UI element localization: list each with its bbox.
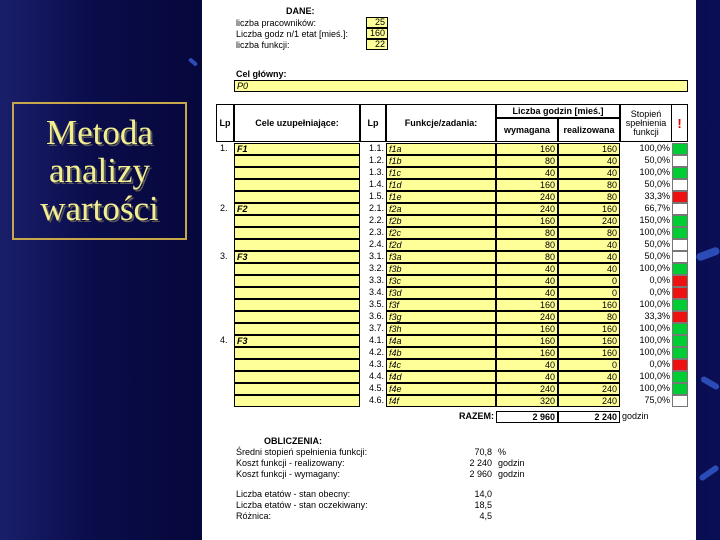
row-stopien: 50,0% — [644, 251, 670, 261]
row-lp — [218, 155, 234, 167]
row-cel-empty — [234, 155, 360, 167]
row-realizowana: 40 — [558, 263, 620, 275]
row-lp — [218, 215, 234, 227]
row-status-indicator — [672, 335, 688, 347]
row-lp2: 1.1. — [368, 143, 384, 153]
table-row — [216, 383, 688, 395]
row-realizowana: 80 — [558, 179, 620, 191]
row-lp2: 3.4. — [368, 287, 384, 297]
razem-wymagana: 2 960 — [496, 411, 558, 423]
row-lp2: 3.2. — [368, 263, 384, 273]
row-wymagana: 240 — [496, 191, 558, 203]
row-status-indicator — [672, 299, 688, 311]
row-stopien: 150,0% — [639, 215, 670, 225]
dane-label: Liczba godz n/1 etat [mieś.]: — [236, 29, 349, 39]
table-row — [216, 359, 688, 371]
row-stopien: 50,0% — [644, 179, 670, 189]
row-lp2: 4.5. — [368, 383, 384, 393]
table-row — [216, 395, 688, 407]
row-funkcja: f3b — [386, 263, 496, 275]
row-stopien: 100,0% — [639, 383, 670, 393]
row-wymagana: 40 — [496, 275, 558, 287]
obliczenia-label: Koszt funkcji - wymagany: — [236, 469, 341, 479]
dane-value: 22 — [366, 39, 388, 50]
row-status-indicator — [672, 251, 688, 263]
row-lp: 4. — [220, 335, 228, 345]
row-cel: F3 — [234, 251, 360, 263]
row-lp: 3. — [220, 251, 228, 261]
row-cel-empty — [234, 275, 360, 287]
table-row — [216, 215, 688, 227]
row-stopien: 0,0% — [649, 275, 670, 285]
row-status-indicator — [672, 323, 688, 335]
row-lp: 2. — [220, 203, 228, 213]
row-lp2: 1.4. — [368, 179, 384, 189]
row-stopien: 100,0% — [639, 335, 670, 345]
row-cel-empty — [234, 167, 360, 179]
row-wymagana: 240 — [496, 311, 558, 323]
table-row — [216, 203, 688, 215]
row-stopien: 0,0% — [649, 359, 670, 369]
table-row — [216, 251, 688, 263]
table-row — [216, 275, 688, 287]
row-status-indicator — [672, 215, 688, 227]
row-cel-empty — [234, 347, 360, 359]
row-realizowana: 40 — [558, 167, 620, 179]
row-funkcja: f3g — [386, 311, 496, 323]
row-funkcja: f2c — [386, 227, 496, 239]
row-lp2: 4.3. — [368, 359, 384, 369]
row-lp2: 4.6. — [368, 395, 384, 405]
row-cel-empty — [234, 215, 360, 227]
row-cel-empty — [234, 227, 360, 239]
header-stopien: Stopień spełnienia funkcji — [620, 104, 672, 142]
row-status-indicator — [672, 347, 688, 359]
table-row — [216, 347, 688, 359]
spreadsheet — [202, 0, 696, 540]
row-funkcja: f2d — [386, 239, 496, 251]
row-lp2: 4.1. — [368, 335, 384, 345]
row-wymagana: 160 — [496, 323, 558, 335]
table-row — [216, 239, 688, 251]
row-realizowana: 40 — [558, 239, 620, 251]
row-lp — [218, 395, 234, 407]
row-wymagana: 40 — [496, 287, 558, 299]
row-lp — [218, 191, 234, 203]
row-lp2: 3.1. — [368, 251, 384, 261]
row-funkcja: f4a — [386, 335, 496, 347]
slide-title-box — [12, 102, 187, 240]
row-status-indicator — [672, 275, 688, 287]
row-stopien: 66,7% — [644, 203, 670, 213]
row-status-indicator — [672, 155, 688, 167]
row-realizowana: 160 — [558, 143, 620, 155]
row-wymagana: 80 — [496, 239, 558, 251]
row-lp2: 2.4. — [368, 239, 384, 249]
row-status-indicator — [672, 167, 688, 179]
razem-row — [216, 411, 688, 423]
row-funkcja: f1a — [386, 143, 496, 155]
header-wymagana: wymagana — [496, 118, 558, 142]
row-realizowana: 80 — [558, 227, 620, 239]
row-wymagana: 40 — [496, 359, 558, 371]
header-lp: Lp — [216, 104, 234, 142]
row-realizowana: 160 — [558, 335, 620, 347]
row-status-indicator — [672, 371, 688, 383]
row-status-indicator — [672, 203, 688, 215]
row-cel: F3 — [234, 335, 360, 347]
table-row — [216, 299, 688, 311]
row-status-indicator — [672, 359, 688, 371]
row-lp2: 2.1. — [368, 203, 384, 213]
obliczenia-label: Liczba etatów - stan oczekiwany: — [236, 500, 368, 510]
row-lp — [218, 347, 234, 359]
obliczenia-value: 70,8 — [474, 447, 492, 457]
row-stopien: 100,0% — [639, 299, 670, 309]
row-funkcja: f4c — [386, 359, 496, 371]
row-status-indicator — [672, 311, 688, 323]
row-wymagana: 80 — [496, 227, 558, 239]
row-realizowana: 40 — [558, 251, 620, 263]
row-funkcja: f3c — [386, 275, 496, 287]
dane-value: 25 — [366, 17, 388, 28]
row-lp: 1. — [220, 143, 228, 153]
row-lp — [218, 179, 234, 191]
header-realizowana: realizowana — [558, 118, 620, 142]
row-lp — [218, 275, 234, 287]
header-lp2: Lp — [360, 104, 386, 142]
obliczenia-value: 18,5 — [474, 500, 492, 510]
obliczenia-value: 2 240 — [469, 458, 492, 468]
row-lp — [218, 371, 234, 383]
row-stopien: 75,0% — [644, 395, 670, 405]
table-row — [216, 371, 688, 383]
table-row — [216, 167, 688, 179]
obliczenia-unit: godzin — [498, 458, 525, 468]
row-funkcja: f2b — [386, 215, 496, 227]
row-status-indicator — [672, 395, 688, 407]
row-cel-empty — [234, 263, 360, 275]
row-lp2: 4.2. — [368, 347, 384, 357]
row-wymagana: 160 — [496, 143, 558, 155]
row-realizowana: 0 — [558, 359, 620, 371]
obliczenia-heading: OBLICZENIA: — [264, 436, 322, 446]
table-row — [216, 227, 688, 239]
dane-label: liczba funkcji: — [236, 40, 290, 50]
row-realizowana: 80 — [558, 311, 620, 323]
row-realizowana: 0 — [558, 275, 620, 287]
row-realizowana: 160 — [558, 299, 620, 311]
row-lp2: 2.2. — [368, 215, 384, 225]
row-wymagana: 40 — [496, 371, 558, 383]
row-lp — [218, 227, 234, 239]
row-funkcja: f2a — [386, 203, 496, 215]
razem-unit: godzin — [622, 411, 649, 421]
row-cel-empty — [234, 383, 360, 395]
obliczenia-value: 4,5 — [479, 511, 492, 521]
row-lp — [218, 299, 234, 311]
dane-label: liczba pracowników: — [236, 18, 317, 28]
row-funkcja: f4f — [386, 395, 496, 407]
row-stopien: 100,0% — [639, 227, 670, 237]
row-stopien: 100,0% — [639, 263, 670, 273]
obliczenia-value: 14,0 — [474, 489, 492, 499]
row-stopien: 0,0% — [649, 287, 670, 297]
row-cel: F2 — [234, 203, 360, 215]
row-stopien: 100,0% — [639, 143, 670, 153]
row-lp — [218, 311, 234, 323]
row-wymagana: 160 — [496, 299, 558, 311]
row-cel-empty — [234, 191, 360, 203]
table-row — [216, 287, 688, 299]
table-row — [216, 335, 688, 347]
table-row — [216, 191, 688, 203]
header-cele: Cele uzupełniające: — [234, 104, 360, 142]
row-lp — [218, 359, 234, 371]
dane-heading: DANE: — [286, 6, 315, 16]
row-realizowana: 240 — [558, 383, 620, 395]
row-wymagana: 160 — [496, 335, 558, 347]
row-lp2: 1.3. — [368, 167, 384, 177]
row-lp — [218, 167, 234, 179]
table-row — [216, 143, 688, 155]
obliczenia-label: Średni stopień spełnienia funkcji: — [236, 447, 368, 457]
row-realizowana: 240 — [558, 395, 620, 407]
table-row — [216, 311, 688, 323]
row-cel: F1 — [234, 143, 360, 155]
row-funkcja: f3a — [386, 251, 496, 263]
header-exclamation: ! — [672, 104, 688, 142]
row-lp2: 2.3. — [368, 227, 384, 237]
row-status-indicator — [672, 227, 688, 239]
row-realizowana: 40 — [558, 371, 620, 383]
row-funkcja: f4e — [386, 383, 496, 395]
row-realizowana: 160 — [558, 323, 620, 335]
row-cel-empty — [234, 395, 360, 407]
row-lp — [218, 383, 234, 395]
header-liczba-godzin: Liczba godzin [mieś.] — [496, 104, 620, 118]
row-lp — [218, 287, 234, 299]
row-stopien: 33,3% — [644, 311, 670, 321]
obliczenia-unit: godzin — [498, 469, 525, 479]
cel-value: P0 — [234, 80, 688, 92]
obliczenia-label: Koszt funkcji - realizowany: — [236, 458, 345, 468]
row-lp2: 3.6. — [368, 311, 384, 321]
row-wymagana: 40 — [496, 167, 558, 179]
dane-value: 160 — [366, 28, 388, 39]
row-realizowana: 40 — [558, 155, 620, 167]
obliczenia-label: Różnica: — [236, 511, 272, 521]
row-realizowana: 160 — [558, 347, 620, 359]
row-wymagana: 320 — [496, 395, 558, 407]
razem-realizowana: 2 240 — [558, 411, 620, 423]
row-funkcja: f1e — [386, 191, 496, 203]
row-lp2: 3.7. — [368, 323, 384, 333]
row-funkcja: f3f — [386, 299, 496, 311]
row-realizowana: 0 — [558, 287, 620, 299]
razem-label: RAZEM: — [459, 411, 494, 421]
row-funkcja: f3d — [386, 287, 496, 299]
row-stopien: 33,3% — [644, 191, 670, 201]
row-cel-empty — [234, 371, 360, 383]
row-lp — [218, 239, 234, 251]
row-wymagana: 240 — [496, 383, 558, 395]
table-row — [216, 155, 688, 167]
row-cel-empty — [234, 299, 360, 311]
row-lp2: 4.4. — [368, 371, 384, 381]
row-cel-empty — [234, 323, 360, 335]
row-funkcja: f1c — [386, 167, 496, 179]
row-cel-empty — [234, 287, 360, 299]
row-realizowana: 240 — [558, 215, 620, 227]
row-wymagana: 240 — [496, 203, 558, 215]
table-row — [216, 179, 688, 191]
row-lp2: 1.5. — [368, 191, 384, 201]
row-status-indicator — [672, 191, 688, 203]
row-stopien: 100,0% — [639, 347, 670, 357]
row-wymagana: 80 — [496, 251, 558, 263]
row-funkcja: f3h — [386, 323, 496, 335]
row-lp2: 3.3. — [368, 275, 384, 285]
row-lp2: 1.2. — [368, 155, 384, 165]
row-status-indicator — [672, 287, 688, 299]
row-status-indicator — [672, 263, 688, 275]
row-funkcja: f1b — [386, 155, 496, 167]
row-wymagana: 80 — [496, 155, 558, 167]
row-stopien: 100,0% — [639, 167, 670, 177]
row-cel-empty — [234, 179, 360, 191]
row-lp — [218, 323, 234, 335]
row-realizowana: 80 — [558, 191, 620, 203]
row-wymagana: 160 — [496, 179, 558, 191]
row-stopien: 100,0% — [639, 323, 670, 333]
row-funkcja: f4d — [386, 371, 496, 383]
row-wymagana: 40 — [496, 263, 558, 275]
row-realizowana: 160 — [558, 203, 620, 215]
row-funkcja: f1d — [386, 179, 496, 191]
row-stopien: 50,0% — [644, 239, 670, 249]
table-row — [216, 323, 688, 335]
cel-label: Cel główny: — [236, 69, 287, 79]
header-funkcje: Funkcje/zadania: — [386, 104, 496, 142]
obliczenia-value: 2 960 — [469, 469, 492, 479]
row-wymagana: 160 — [496, 347, 558, 359]
obliczenia-label: Liczba etatów - stan obecny: — [236, 489, 351, 499]
row-stopien: 100,0% — [639, 371, 670, 381]
obliczenia-unit: % — [498, 447, 507, 457]
slide-title: Metoda analizy wartości — [40, 113, 159, 228]
row-cel-empty — [234, 359, 360, 371]
row-lp — [218, 263, 234, 275]
row-status-indicator — [672, 143, 688, 155]
row-status-indicator — [672, 179, 688, 191]
row-lp2: 3.5. — [368, 299, 384, 309]
row-status-indicator — [672, 239, 688, 251]
row-wymagana: 160 — [496, 215, 558, 227]
row-cel-empty — [234, 239, 360, 251]
row-stopien: 50,0% — [644, 155, 670, 165]
row-cel-empty — [234, 311, 360, 323]
table-row — [216, 263, 688, 275]
row-status-indicator — [672, 383, 688, 395]
row-funkcja: f4b — [386, 347, 496, 359]
